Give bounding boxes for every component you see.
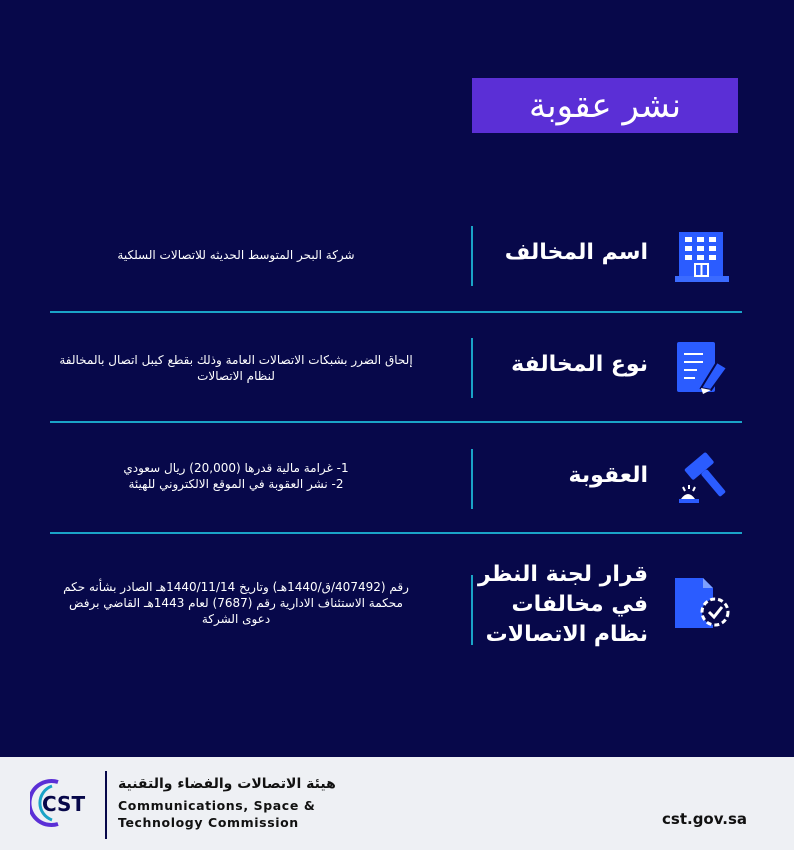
website-link[interactable]: cst.gov.sa [662,810,748,828]
row-separator [50,311,742,313]
certificate-check-icon [673,574,731,632]
label-violator-name: اسم المخالف [504,240,648,265]
building-icon [673,226,731,284]
org-name-english-line1: Communications, Space & [118,798,316,813]
footer [0,757,794,850]
row-divider-vertical [471,575,473,645]
svg-text:CST: CST [42,792,86,816]
label-committee-decision: قرار لجنة النظر في مخالفات نظام الاتصالات [478,562,648,647]
value-violator-name: شركة البحر المتوسط الحديثه للاتصالات السلكية [117,248,355,262]
org-name-arabic: هيئة الاتصالات والفضاء والتقنية [118,776,336,792]
footer-divider [105,771,107,839]
label-penalty: العقوبة [568,463,648,488]
row-separator [50,421,742,423]
document-edit-icon [673,338,731,396]
gavel-icon [673,449,731,507]
label-violation-type: نوع المخالفة [511,352,648,377]
row-divider-vertical [471,338,473,398]
value-violation-type: إلحاق الضرر بشبكات الاتصالات العامة وذلك بقطع كيبل اتصال بالمخالفة لنظام الاتصالات [59,353,413,383]
cst-logo [30,776,96,830]
row-divider-vertical [471,226,473,286]
value-penalty: 1- غرامة مالية قدرها (20,000) ريال سعودي 2- نشر العقوبة في الموقع الالكتروني للهيئة [123,461,349,491]
value-committee-decision: رقم (407492/ق/1440هـ) وتاريخ 1440/11/14هـ الصادر بشأنه حكم محكمة الاستئناف الادارية رقم (7687) لعام 1443هـ القاضي برفض دعوى الشركة [63,580,409,626]
title-banner [472,78,738,133]
page-title: نشر عقوبة [528,85,682,126]
row-separator [50,532,742,534]
row-divider-vertical [471,449,473,509]
org-name-english-line2: Technology Commission [118,815,299,830]
